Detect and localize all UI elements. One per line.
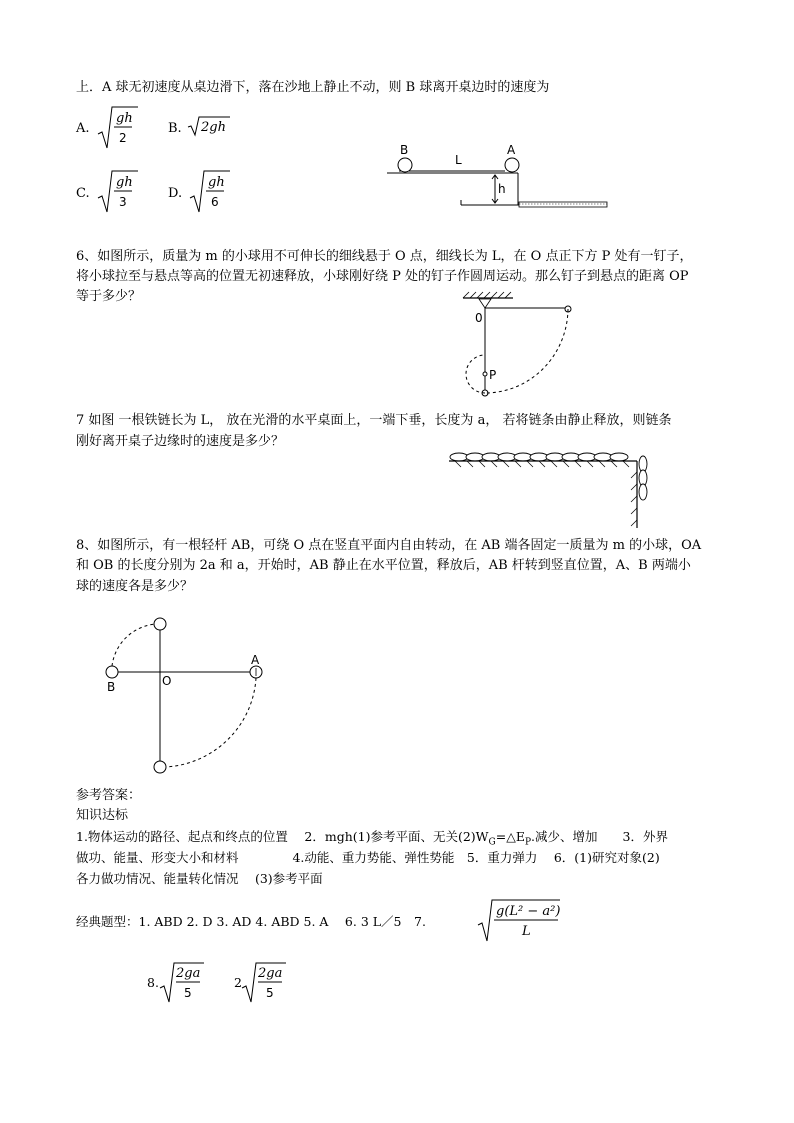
q6-pendulum-figure (455, 290, 585, 400)
q8-line-1: 8、如图所示，有一根轻杆 AB，可绕 O 点在竖直平面内自由转动，在 AB 端各固定一质量为 m 的小球，OA (76, 538, 702, 553)
q7-line-1: 7 如图 一根铁链长为 L， 放在光滑的水平桌面上，一端下垂，长度为 a， 若将链条由静止释放，则链条 (76, 413, 672, 428)
q5-option-a-label: A. (76, 121, 90, 136)
answer-7-formula (478, 897, 568, 943)
fig-label-a: A (251, 653, 260, 667)
q5-c-denominator: 3 (119, 195, 127, 209)
ball-a (505, 158, 519, 172)
q5-option-b-label: B. (168, 121, 182, 136)
q5-stem: 上．A 球无初速度从桌边滑下，落在沙地上静止不动，则 B 球离开桌边时的速度为 (76, 80, 550, 95)
fig-label-l: L (455, 153, 462, 167)
answer-8-label: 8. (147, 975, 159, 990)
q5-d-denominator: 6 (211, 195, 219, 209)
answers-subtitle: 知识达标 (76, 808, 129, 823)
q8-rod-figure (100, 612, 270, 777)
fig-label-p: P (489, 368, 497, 382)
answer-8b-coefficient: 2 (234, 975, 242, 990)
q5-a-denominator: 2 (119, 131, 127, 145)
q8-line-2: 和 OB 的长度分别为 2a 和 a，开始时，AB 静止在水平位置，释放后，AB 杆转到竖直位置，A、B 两端小 (76, 558, 691, 573)
answer-8a-denominator: 5 (184, 986, 192, 1000)
q7-line-2: 刚好离开桌子边缘时的速度是多少？ (76, 434, 285, 449)
answer-8a-numerator: 2ga (176, 966, 201, 981)
fig-label-h: h (498, 182, 506, 196)
q5-option-c-formula (98, 168, 138, 214)
q5-c-numerator: gh (116, 175, 133, 190)
fig-label-o: 0 (475, 311, 483, 325)
q5-option-d-formula (190, 168, 230, 214)
answers-line-1: 1.物体运动的路径、起点和终点的位置 2．mgh(1)参考平面、无关$(2)W_G=\triangle E_P$.减少、增加 3．外界 (76, 829, 668, 848)
answer-8-formula-a (160, 960, 206, 1006)
q5-option-c-label: C. (76, 186, 90, 201)
q5-b-expression: 2gh (201, 120, 226, 135)
answer-7-numerator: g(L² − a²) (496, 904, 561, 919)
fig-label-b: B (107, 680, 116, 694)
fig-label-a: A (507, 143, 516, 157)
answer-8b-numerator: 2ga (258, 966, 283, 981)
q6-line-1: 6、如图所示，质量为 m 的小球用不可伸长的细线悬于 O 点，细线长为 L，在 O 点正下方 P 处有一钉子， (76, 249, 693, 264)
q8-line-3: 球的速度各是多少？ (76, 579, 194, 594)
ball-b (398, 158, 412, 172)
q7-chain-figure (447, 444, 657, 529)
q5-option-a-formula (98, 104, 138, 150)
answer-8-formula-b (242, 960, 288, 1006)
answers-line-3: 各力做功情况、能量转化情况 (3)参考平面 (76, 871, 323, 886)
answer-8b-denominator: 5 (266, 986, 274, 1000)
ball-b (106, 666, 118, 678)
answers-classic: 经典题型：1. ABD 2. D 3. AD 4. ABD 5. A 6. 3 L／5 7. (76, 914, 426, 929)
fig-label-b: B (400, 143, 409, 157)
answer-7-denominator: L (522, 924, 531, 939)
q5-option-b-formula (188, 115, 232, 137)
q5-d-numerator: gh (208, 175, 225, 190)
q5-option-d-label: D. (168, 186, 183, 201)
answers-line-2: 做功、能量、形变大小和材料 4.动能、重力势能、弹性势能 5．重力弹力 6．(1)研究对象(2) (76, 850, 660, 865)
q6-line-3: 等于多少？ (76, 289, 142, 304)
q5-table-figure (385, 145, 610, 215)
fig-label-o: O (162, 674, 172, 688)
q5-a-numerator: gh (116, 111, 133, 126)
answers-title: 参考答案： (76, 788, 142, 803)
q6-line-2: 将小球拉至与悬点等高的位置无初速释放，小球刚好绕 P 处的钉子作圆周运动。那么钉子到悬点的距离 OP (76, 269, 689, 284)
